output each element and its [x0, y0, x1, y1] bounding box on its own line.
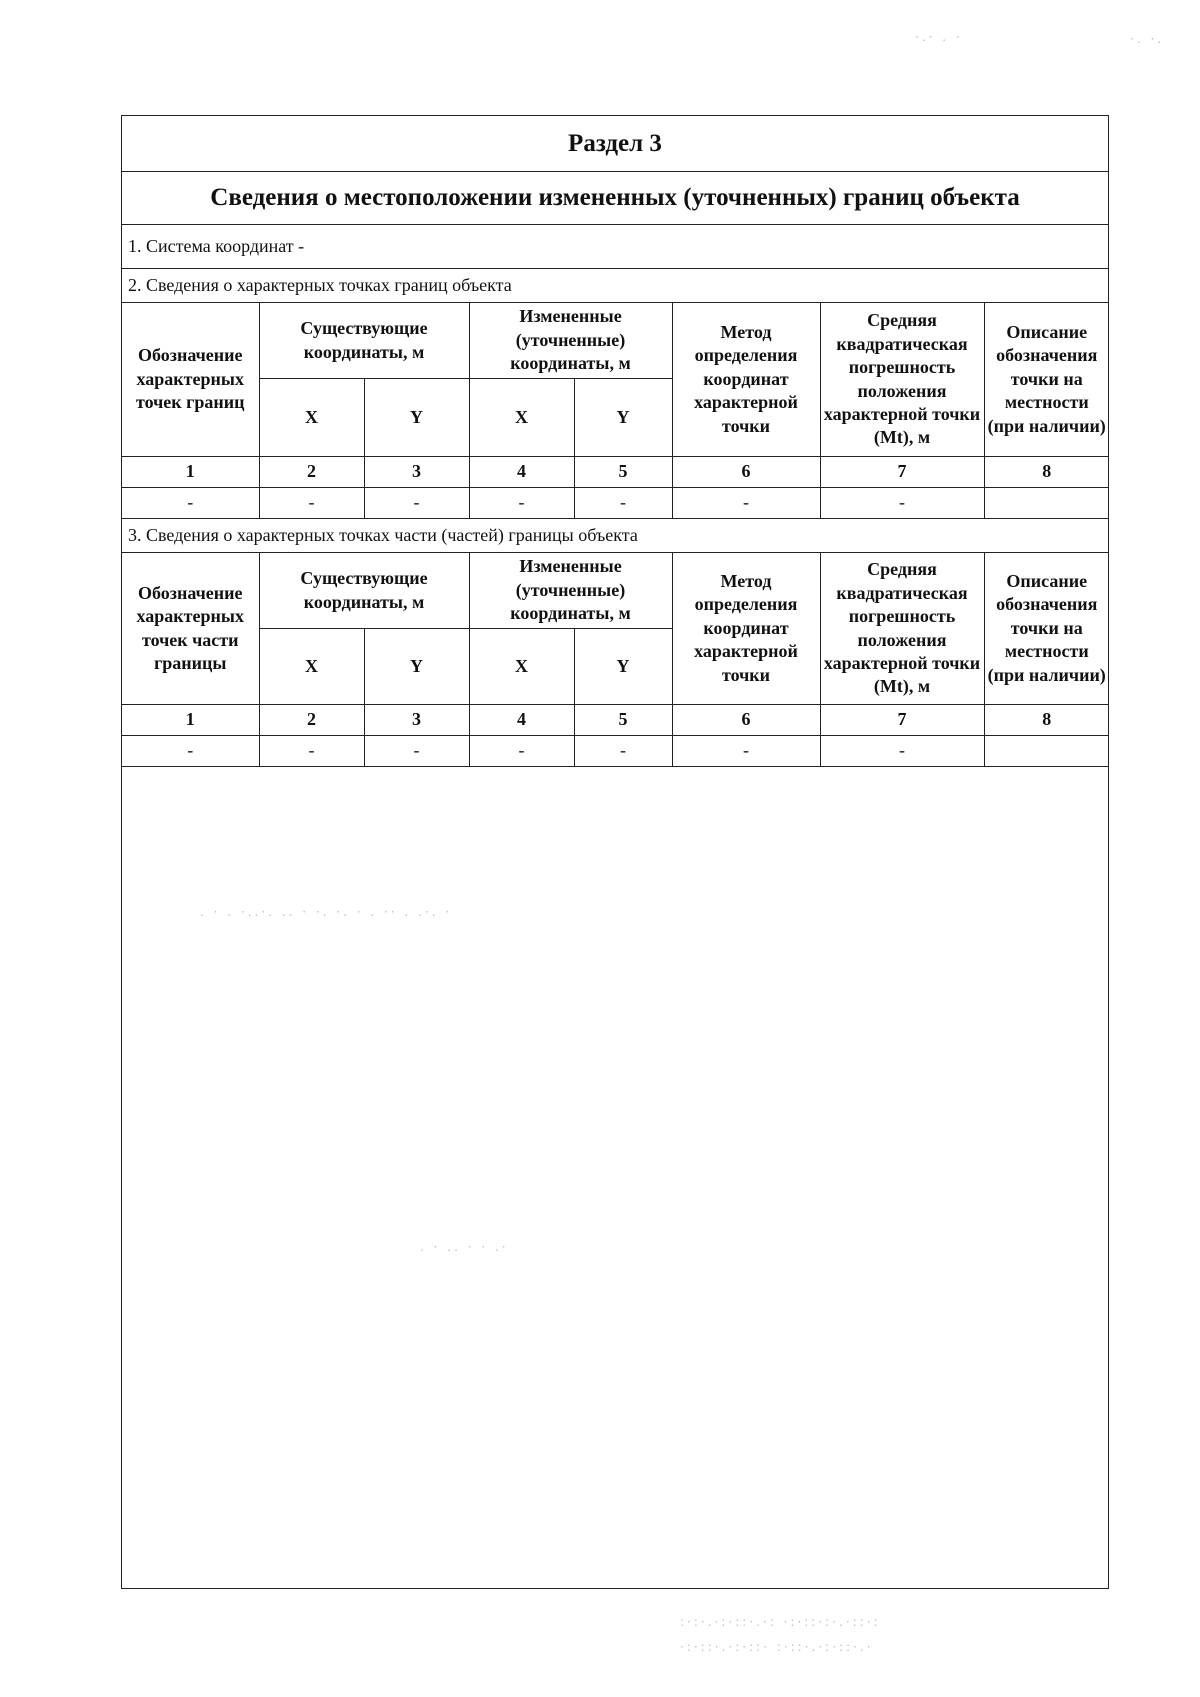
table1-heading: 2. Сведения о характерных точках границ объекта	[128, 275, 512, 295]
table-cell	[984, 736, 1109, 767]
col-existing-coordinates: Существующие координаты, м	[259, 303, 469, 379]
column-number: 7	[820, 457, 984, 488]
column-number: 2	[259, 457, 364, 488]
table-cell: -	[122, 736, 259, 767]
scan-artifact: ·:·::·.·:·::· :·::·.·:·::·.·	[680, 1640, 874, 1654]
table-cell: -	[820, 736, 984, 767]
table-cell: -	[672, 488, 820, 519]
column-number: 4	[469, 705, 574, 736]
table-cell: -	[672, 736, 820, 767]
table-cell	[984, 488, 1109, 519]
column-number: 1	[122, 705, 259, 736]
col-method: Метод определения координат характерной точки	[672, 303, 820, 457]
table-cell: -	[469, 736, 574, 767]
column-number: 1	[122, 457, 259, 488]
col-point-designation: Обозначение характерных точек границ	[122, 303, 259, 457]
table-cell: -	[259, 488, 364, 519]
scan-artifact: . · . ·..·. .. · ·. ·. · . ·· . .·. ·	[200, 905, 453, 919]
coordinate-system-line: 1. Система координат -	[122, 225, 1108, 269]
table-cell: -	[364, 488, 469, 519]
table-cell: -	[469, 488, 574, 519]
col-mean-error: Средняя квадратическая погрешность положения характерной точки (Mt), м	[820, 303, 984, 457]
document-frame	[121, 115, 1109, 1589]
part-boundary-points-table	[122, 552, 1109, 767]
col-existing-y: Y	[364, 629, 469, 705]
col-changed-y: Y	[574, 379, 672, 457]
column-number: 5	[574, 457, 672, 488]
scan-artifact: :·:·.·:·::·.·: ·:·::·:·.·::·:	[680, 1615, 881, 1629]
col-point-designation: Обозначение характерных точек части границы	[122, 553, 259, 705]
col-description: Описание обозначения точки на местности (при наличии)	[984, 553, 1109, 705]
column-number: 5	[574, 705, 672, 736]
col-mean-error: Средняя квадратическая погрешность положения характерной точки (Mt), м	[820, 553, 984, 705]
col-method: Метод определения координат характерной точки	[672, 553, 820, 705]
section-title: Раздел 3	[122, 116, 1108, 172]
column-number: 3	[364, 457, 469, 488]
col-changed-x: X	[469, 379, 574, 457]
column-number: 8	[984, 457, 1109, 488]
col-changed-y: Y	[574, 629, 672, 705]
table-cell: -	[574, 736, 672, 767]
column-number: 2	[259, 705, 364, 736]
column-number: 4	[469, 457, 574, 488]
table2-heading: 3. Сведения о характерных точках части (частей) границы объекта	[128, 525, 638, 545]
column-number: 6	[672, 457, 820, 488]
table-cell: -	[122, 488, 259, 519]
table-cell: -	[574, 488, 672, 519]
col-description: Описание обозначения точки на местности (при наличии)	[984, 303, 1109, 457]
column-number: 7	[820, 705, 984, 736]
characteristic-points-table	[122, 302, 1109, 519]
scan-artifact: . · .. · · .·	[420, 1240, 509, 1254]
col-existing-coordinates: Существующие координаты, м	[259, 553, 469, 629]
section-subtitle: Сведения о местоположении измененных (уточненных) границ объекта	[122, 172, 1108, 225]
table-cell: -	[259, 736, 364, 767]
col-changed-coordinates: Измененные (уточненные) координаты, м	[469, 553, 672, 629]
col-existing-x: X	[259, 629, 364, 705]
col-changed-x: X	[469, 629, 574, 705]
table-cell: -	[364, 736, 469, 767]
scan-artifact: ·. ·.	[1130, 32, 1165, 46]
col-existing-y: Y	[364, 379, 469, 457]
col-changed-coordinates: Измененные (уточненные) координаты, м	[469, 303, 672, 379]
column-number: 8	[984, 705, 1109, 736]
scan-artifact: ·.· . ·	[915, 30, 963, 44]
column-number: 3	[364, 705, 469, 736]
column-number: 6	[672, 705, 820, 736]
table-cell: -	[820, 488, 984, 519]
col-existing-x: X	[259, 379, 364, 457]
